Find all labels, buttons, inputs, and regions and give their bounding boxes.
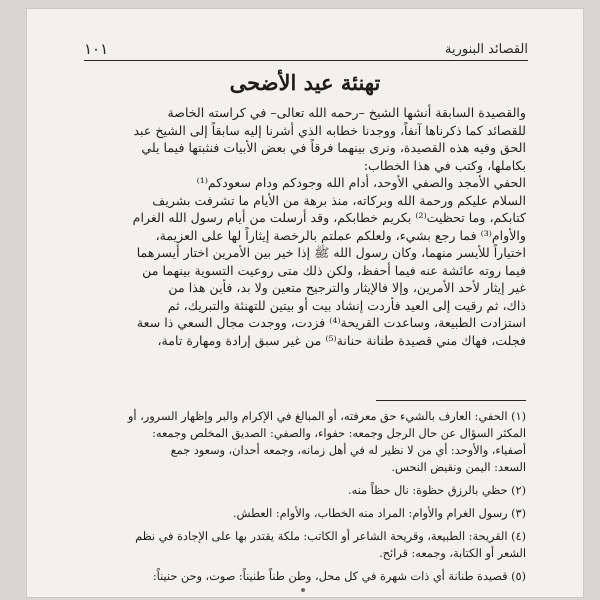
body-line: اختياراً للأيسر منهما، وكان رسول الله ﷺ إذا خير بين الأمرين اختار أيسرهما — [136, 245, 526, 260]
body-line: فيما روته عائشة عنه فيما أحفظ، ولكن ذلك متى روعيت التسوية بينهما من — [142, 262, 526, 278]
body-line: استزادت الطبيعة، وساعدت القريحة⁽⁴⁾ فزدت، ووجدت مجال السعي ذا سعة — [136, 315, 526, 330]
footnotes — [84, 408, 526, 585]
footnote-line: (٤) القريحة: الطبيعة، وقريحة الشاعر أو الكاتب: ملكة يقتدر بها على الإجادة في نظم — [135, 530, 526, 543]
body-line: فجلت، فهاك مني قصيدة طنانة حنانة⁽⁵⁾ من غير سبق إرادة ومهارة تامة، — [157, 332, 526, 348]
book-title: القصائد البنورية — [445, 42, 528, 57]
body-line: للقصائد كما ذكرناها آنفاً، ووجدنا خطابه الذي أشرنا إليه سابقاً إلى الشيخ عبد — [133, 122, 526, 138]
footnote-separator — [376, 400, 526, 401]
body-line: كتابكم، وما تحظيت⁽²⁾ بكريم خطابكم، وقد أرسلت من أيام رسول الله الغرام — [132, 210, 526, 225]
footnote-line: (٥) قصيدة طنانة أي ذات شهرة في كل محل، وطن طناً طنيناً: صوت، وحن حنيناً: — [152, 570, 526, 583]
footnote-line: (٣) رسول الغرام والأوام: المراد منه الخطاب، والأوام: العطش. — [232, 507, 526, 520]
body-line: والأوام⁽³⁾ فما رجع بشيء، ولعلكم عملتم بالرخصة إيثاراً لها على العزيمة، — [155, 227, 526, 243]
footnote-line: أصفياء، والأوحد: أي من لا نظير له في أهل زمانه، وجمعه أحدان، وسعود جمع — [170, 444, 526, 457]
page-number: ١٠١ — [84, 40, 109, 58]
footnote-line: الشعر أو الكتابة، وجمعه: قرائح. — [379, 547, 526, 560]
body-line: الحفي الأمجد والصفي الأوحد، أدام الله وجودكم ودام سعودكم⁽¹⁾ — [196, 175, 526, 190]
body-line: بكاملها، وكتب في هذا الخطاب: — [363, 157, 526, 173]
book-page — [26, 8, 584, 598]
page-mark — [301, 588, 305, 592]
body-line: ذاك، ثم رقيت إلى العيد فأردت إنشاد بيت أو بيتين للتهنئة والتبريك، ثم — [167, 297, 526, 313]
footnote-line: السعد: اليمن ونقيض النحس. — [391, 461, 526, 474]
section-heading: تهنئة عيد الأضحى — [229, 70, 381, 95]
body-text — [84, 104, 526, 349]
footnote-line: (٢) حظي بالرزق حظوة: نال حظاً منه. — [347, 484, 526, 497]
footnote-line: (١) الحفي: العارف بالشيء حق معرفته، أو المبالغ في الإكرام والبر وإظهار السرور، أو — [127, 410, 526, 423]
body-line: غير إيثار لأحد الأمرين، وإلا فالإيثار والترجيح متعين ولا بد، فأين هذا من — [168, 280, 526, 295]
running-header — [84, 40, 528, 61]
body-line: الحق وفيه هذه القصيدة، ونرى بينهما فرقاً في بعض الأبيات فنثبتها فيما يلي — [141, 140, 526, 155]
body-line: السلام عليكم ورحمة الله وبركاته، منذ برهة من الأيام ما تشرفت بشريف — [152, 192, 526, 208]
body-line: والقصيدة السابقة أنشها الشيخ –رحمه الله تعالى– في كراسته الخاصة — [167, 105, 526, 120]
footnote-line: المكثر السؤال عن حال الرجل وجمعه: حفواء، والصفي: الصديق المخلص وجمعه: — [152, 427, 526, 440]
